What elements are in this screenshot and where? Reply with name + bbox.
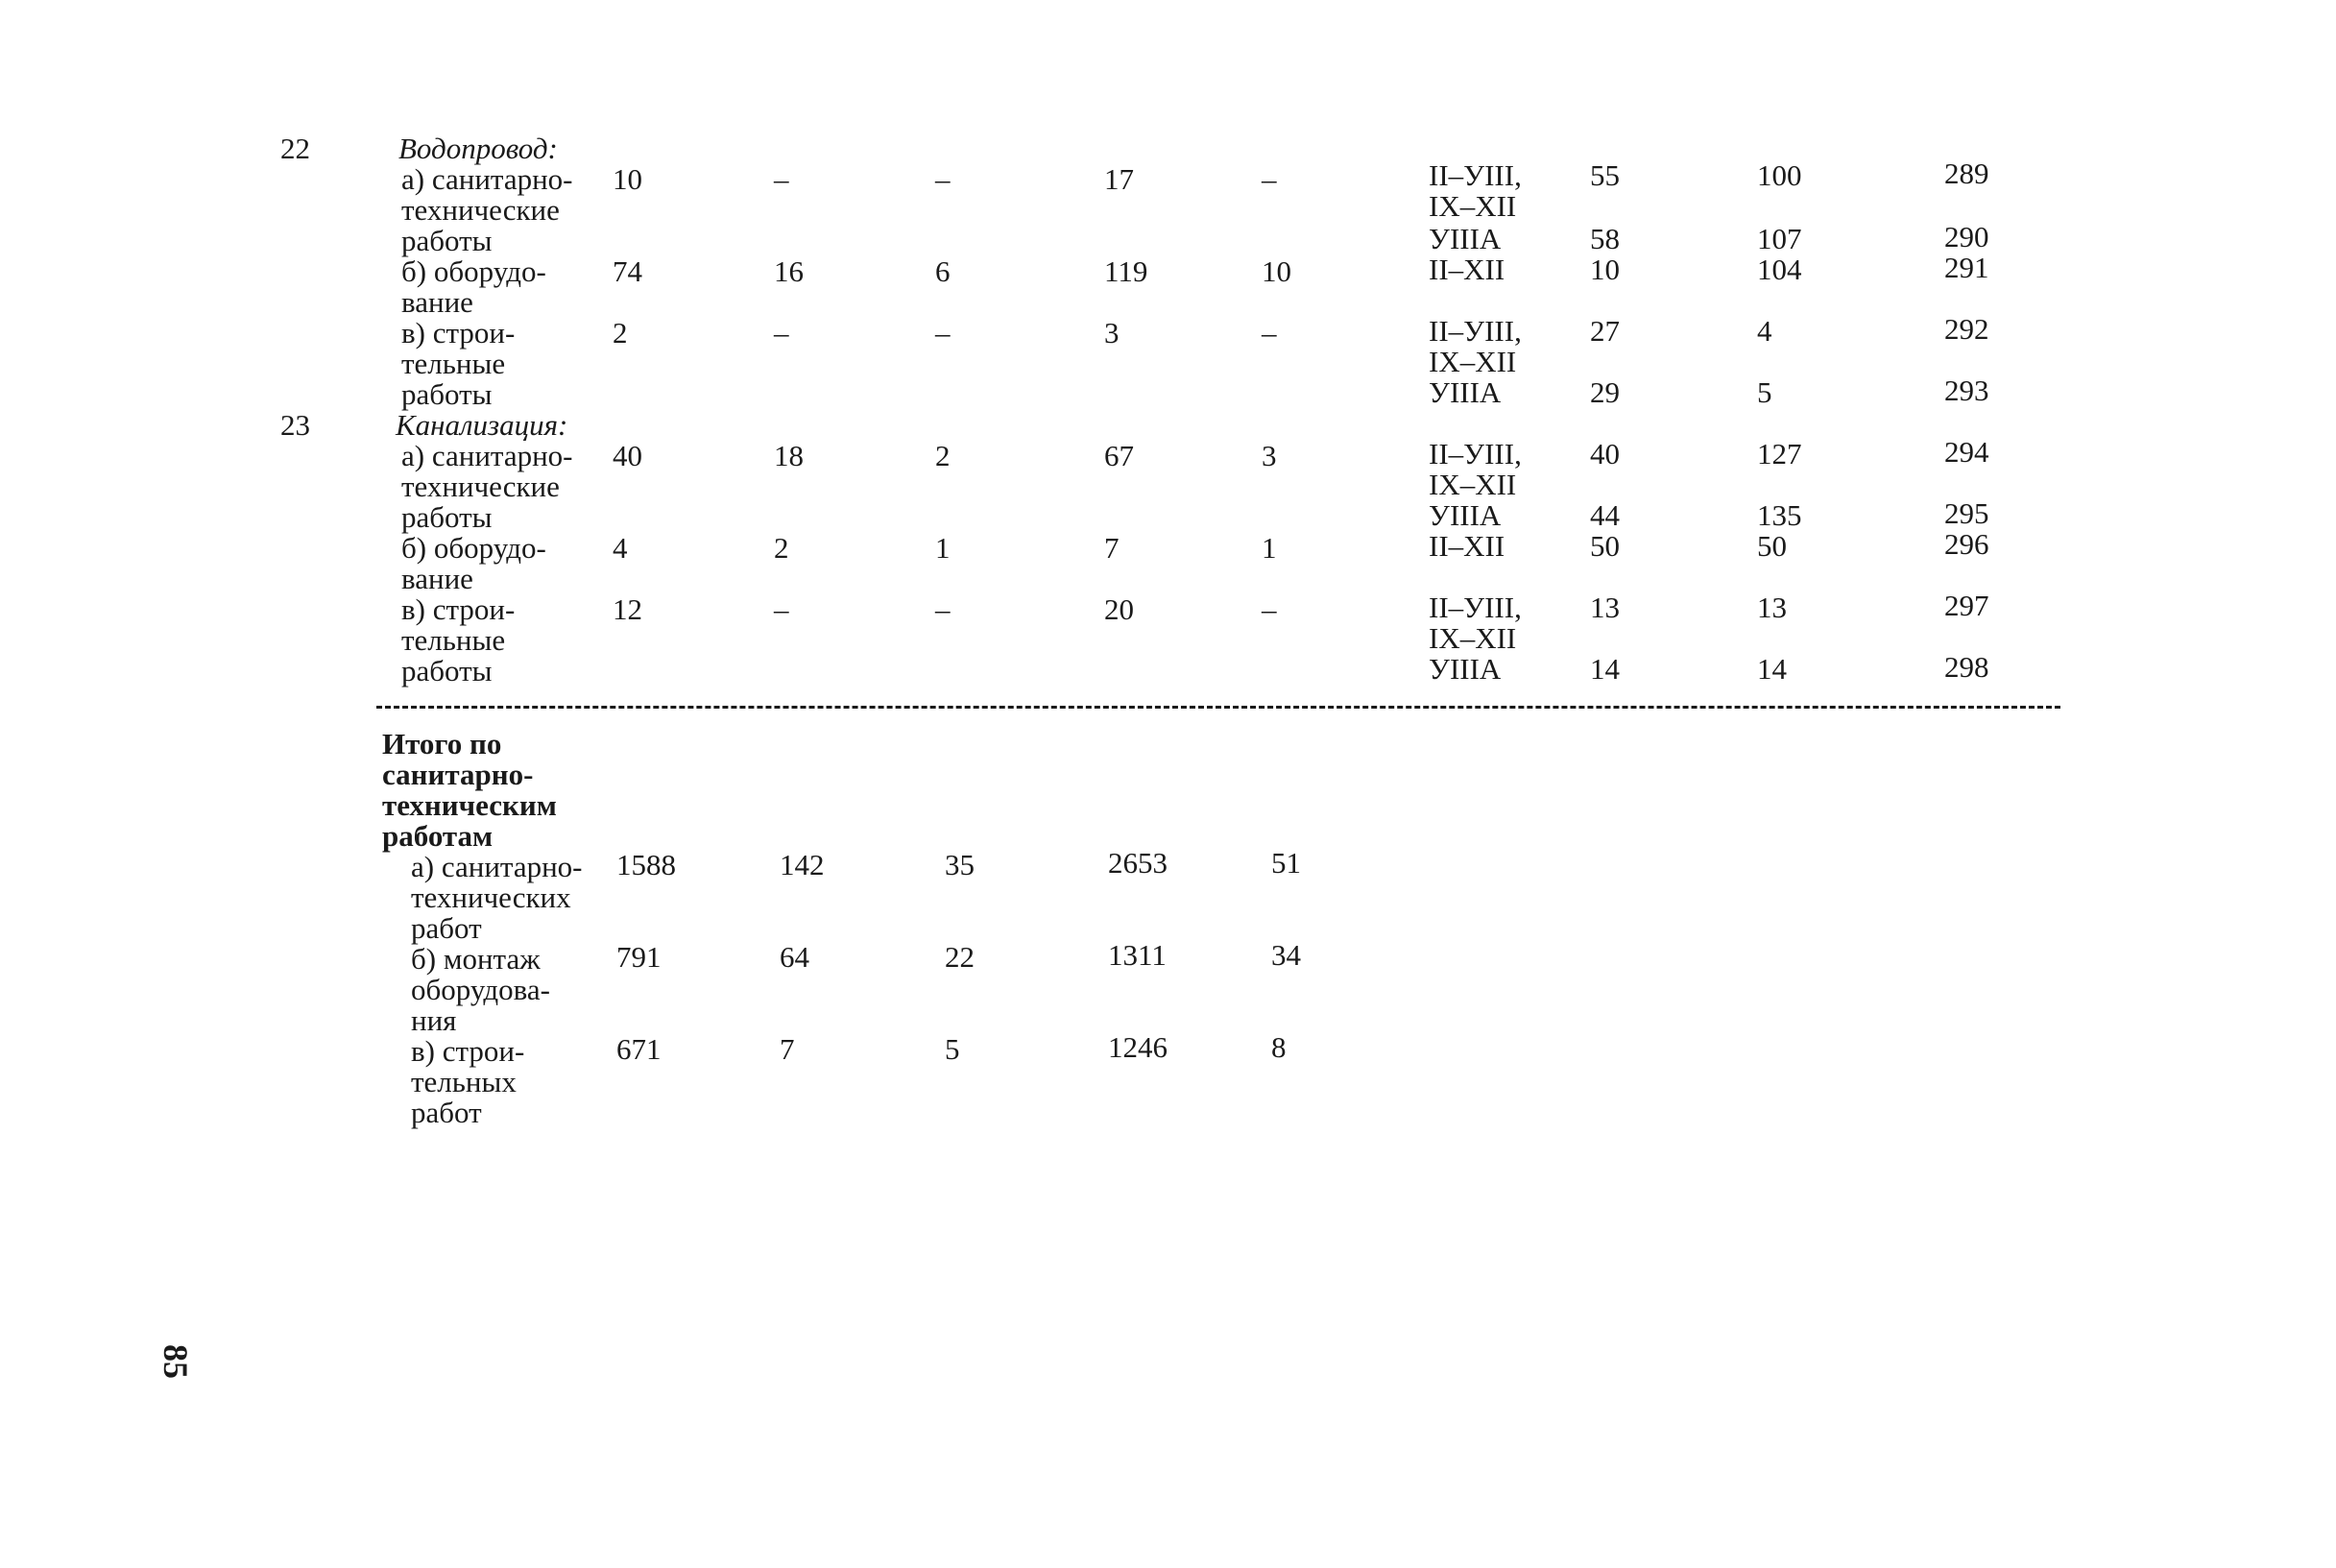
cell-value: 20 (1104, 592, 1134, 626)
cell-value: 1311 (1108, 938, 1167, 972)
row-label: вание (401, 285, 473, 319)
row-label: оборудова- (411, 973, 550, 1006)
row-label: в) строи- (401, 316, 516, 350)
cell-value: 119 (1104, 254, 1148, 288)
row-label: б) оборудо- (401, 254, 546, 288)
cell-value: 7 (1104, 531, 1120, 565)
cell-value: 35 (945, 848, 975, 881)
cell-value: 2653 (1108, 846, 1168, 880)
totals-title: Итого по (382, 727, 502, 760)
cell-value: – (935, 162, 951, 196)
row-label: вание (401, 562, 473, 595)
row-label: работы (401, 500, 493, 534)
cell-value: 34 (1271, 938, 1301, 972)
month-range: УIIIА (1429, 222, 1502, 255)
month-range: II–УIII, (1429, 158, 1522, 192)
cell-value: 3 (1104, 316, 1120, 350)
cell-value: 292 (1944, 312, 1989, 346)
row-label: работ (411, 911, 482, 945)
cell-value: 50 (1590, 529, 1620, 563)
row-label: технические (401, 470, 560, 503)
cell-value: 3 (1262, 439, 1277, 472)
row-label: работ (411, 1096, 482, 1129)
cell-value: 6 (935, 254, 951, 288)
month-range: IX–XII (1429, 345, 1517, 378)
cell-value: 44 (1590, 498, 1620, 532)
row-label: а) санитарно- (401, 439, 573, 472)
cell-value: 18 (774, 439, 804, 472)
row-label: б) оборудо- (401, 531, 546, 565)
cell-value: 5 (1757, 375, 1772, 409)
cell-value: – (1262, 592, 1277, 626)
cell-value: 294 (1944, 435, 1989, 469)
row-label: ния (411, 1003, 457, 1037)
dashed-divider (376, 706, 2060, 709)
cell-value: 296 (1944, 527, 1989, 561)
cell-value: 40 (1590, 437, 1620, 470)
cell-value: 4 (1757, 314, 1772, 348)
month-range: IX–XII (1429, 621, 1517, 655)
cell-value: 1 (935, 531, 951, 565)
cell-value: – (774, 592, 789, 626)
cell-value: 100 (1757, 158, 1802, 192)
row-label: б) монтаж (411, 942, 541, 976)
cell-value: 51 (1271, 846, 1301, 880)
cell-value: 4 (613, 531, 628, 565)
cell-value: 12 (613, 592, 642, 626)
row-label: работы (401, 224, 493, 257)
cell-value: 13 (1590, 591, 1620, 624)
cell-value: 10 (613, 162, 642, 196)
cell-value: 17 (1104, 162, 1134, 196)
cell-value: 67 (1104, 439, 1134, 472)
cell-value: 2 (613, 316, 628, 350)
month-range: УIIIА (1429, 652, 1502, 686)
row-label: тельные (401, 623, 506, 657)
row-label: а) санитарно- (401, 162, 573, 196)
cell-value: 10 (1590, 253, 1620, 286)
cell-value: 297 (1944, 589, 1989, 622)
cell-value: 298 (1944, 650, 1989, 684)
cell-value: 127 (1757, 437, 1802, 470)
cell-value: 64 (780, 940, 809, 974)
cell-value: – (935, 316, 951, 350)
cell-value: 16 (774, 254, 804, 288)
totals-title: работам (382, 819, 494, 853)
cell-value: 7 (780, 1032, 795, 1066)
month-range: УIIIА (1429, 498, 1502, 532)
section-title: Канализация: (396, 408, 568, 442)
cell-value: 14 (1590, 652, 1620, 686)
cell-value: 1246 (1108, 1030, 1168, 1064)
row-label: тельные (401, 347, 506, 380)
month-range: IX–XII (1429, 468, 1517, 501)
cell-value: – (774, 316, 789, 350)
section-number: 23 (280, 408, 310, 442)
cell-value: 29 (1590, 375, 1620, 409)
cell-value: 13 (1757, 591, 1787, 624)
cell-value: 293 (1944, 374, 1989, 407)
cell-value: 1 (1262, 531, 1277, 565)
row-label: тельных (411, 1065, 517, 1098)
cell-value: 135 (1757, 498, 1802, 532)
row-label: в) строи- (401, 592, 516, 626)
cell-value: 295 (1944, 496, 1989, 530)
cell-value: 671 (616, 1032, 662, 1066)
row-label: технических (411, 880, 571, 914)
month-range: II–УIII, (1429, 437, 1522, 470)
cell-value: – (774, 162, 789, 196)
cell-value: – (1262, 162, 1277, 196)
month-range: УIIIА (1429, 375, 1502, 409)
cell-value: 791 (616, 940, 662, 974)
cell-value: 8 (1271, 1030, 1287, 1064)
cell-value: – (935, 592, 951, 626)
cell-value: 107 (1757, 222, 1802, 255)
row-label: в) строи- (411, 1034, 525, 1068)
row-label: работы (401, 377, 493, 411)
cell-value: 74 (613, 254, 642, 288)
month-range: II–УIII, (1429, 314, 1522, 348)
totals-title: техническим (382, 788, 557, 822)
month-range: II–УIII, (1429, 591, 1522, 624)
cell-value: 58 (1590, 222, 1620, 255)
row-label: работы (401, 654, 493, 688)
cell-value: 10 (1262, 254, 1291, 288)
cell-value: 291 (1944, 251, 1989, 284)
cell-value: 14 (1757, 652, 1787, 686)
cell-value: 1588 (616, 848, 676, 881)
cell-value: 290 (1944, 220, 1989, 253)
totals-title: санитарно- (382, 758, 534, 791)
cell-value: 55 (1590, 158, 1620, 192)
month-range: II–XII (1429, 529, 1505, 563)
page-number: 85 (157, 1344, 195, 1379)
cell-value: 2 (935, 439, 951, 472)
cell-value: 142 (780, 848, 825, 881)
row-label: а) санитарно- (411, 850, 583, 883)
cell-value: 27 (1590, 314, 1620, 348)
cell-value: 22 (945, 940, 975, 974)
row-label: технические (401, 193, 560, 227)
cell-value: 289 (1944, 157, 1989, 190)
section-title: Водопровод: (398, 132, 558, 165)
month-range: II–XII (1429, 253, 1505, 286)
cell-value: 50 (1757, 529, 1787, 563)
month-range: IX–XII (1429, 189, 1517, 223)
cell-value: – (1262, 316, 1277, 350)
cell-value: 104 (1757, 253, 1802, 286)
cell-value: 40 (613, 439, 642, 472)
cell-value: 2 (774, 531, 789, 565)
section-number: 22 (280, 132, 310, 165)
cell-value: 5 (945, 1032, 960, 1066)
